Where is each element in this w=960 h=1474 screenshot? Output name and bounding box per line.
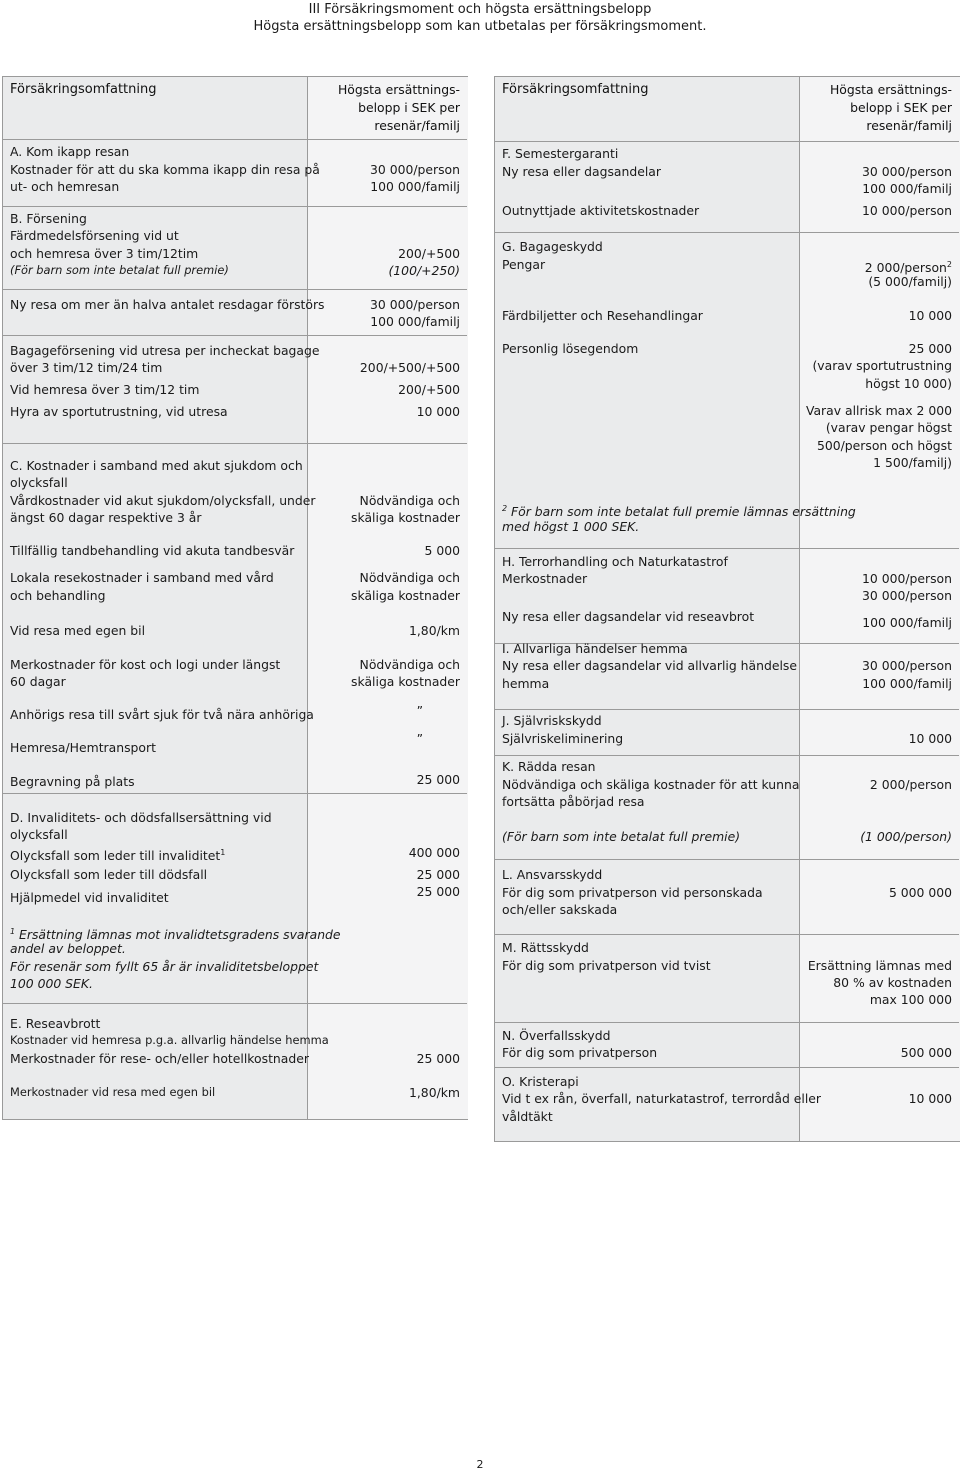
section-i-text-1: Ny resa eller dagsandelar vid allvarlig händelse	[502, 658, 797, 673]
section-c-row3-text-2: och behandling	[10, 588, 106, 603]
section-d-footnote-text: Ersättning lämnas mot invalidtetsgradens svarande	[15, 927, 341, 943]
section-m-title: M. Rättsskydd	[502, 940, 589, 955]
section-c-row6-text: Anhörigs resa till svårt sjuk för två nära anhöriga	[10, 707, 314, 722]
section-m-val-3: max 100 000	[869, 992, 952, 1007]
section-d-footnote-4: 100 000 SEK.	[10, 976, 93, 991]
section-b-row3-text-1: Bagageförsening vid utresa per incheckat bagage	[10, 343, 320, 358]
section-j-val: 10 000	[908, 731, 952, 746]
section-g-row3-val-3: högst 10 000)	[865, 376, 952, 391]
section-c-row8-val: 25 000	[416, 772, 460, 787]
section-d-row2-val: 25 000	[416, 867, 460, 882]
section-g-row1-val-2: (5 000/familj)	[868, 274, 952, 289]
section-e-row3-val: 1,80/km	[408, 1085, 460, 1100]
section-k-text-2: fortsätta påbörjad resa	[502, 794, 645, 809]
section-g-footnote-text: För barn som inte betalat full premie lämnas ersättning	[507, 504, 856, 520]
section-e-row2-text: Merkostnader för rese- och/eller hotellkostnader	[10, 1051, 309, 1066]
section-d-row1-sup: 1	[220, 848, 226, 857]
right-col-head: Försäkringsomfattning	[502, 82, 649, 97]
header-line-2: Högsta ersättningsbelopp som kan utbetalas per försäkringsmoment.	[253, 19, 707, 34]
section-g-footnote-sup: 2	[502, 504, 508, 513]
section-g-row3-val-1: 25 000	[908, 341, 952, 356]
section-o-val: 10 000	[908, 1091, 952, 1106]
section-c-row4-val: 1,80/km	[408, 623, 460, 638]
section-c-row8-text: Begravning på plats	[10, 774, 135, 789]
right-val-head-1: Högsta ersättnings-	[829, 82, 952, 97]
left-val-head-3: resenär/familj	[374, 118, 460, 133]
section-c-row5-val-2: skäliga kostnader	[351, 674, 460, 689]
section-c-row1-val-2: skäliga kostnader	[351, 510, 460, 525]
left-val-head-2: belopp i SEK per	[358, 100, 460, 115]
section-d-row1-text	[10, 844, 225, 865]
section-i-val-1: 30 000/person	[861, 658, 952, 673]
section-b-row2-val-2: 100 000/familj	[370, 314, 460, 329]
section-d-row1-val: 400 000	[408, 845, 460, 860]
section-c-row7-val: ”	[416, 731, 423, 746]
right-val-head-3: resenär/familj	[866, 118, 952, 133]
section-c-row5-val-1: Nödvändiga och	[359, 657, 460, 672]
section-e-row2-val: 25 000	[416, 1051, 460, 1066]
section-g-row1-amount: 2 000/person	[864, 260, 947, 276]
section-b-title: B. Försening	[10, 211, 87, 226]
section-o-title: O. Kristerapi	[502, 1074, 579, 1089]
section-c-row7-text: Hemresa/Hemtransport	[10, 740, 156, 755]
section-d-row1-label: Olycksfall som leder till invaliditet	[10, 848, 221, 864]
section-e-row3-text: Merkostnader vid resa med egen bil	[10, 1085, 216, 1099]
section-a-val-1: 30 000/person	[369, 162, 460, 177]
section-h-row1-val-2: 30 000/person	[861, 588, 952, 603]
section-c-row2-text: Tillfällig tandbehandling vid akuta tandbesvär	[10, 543, 295, 558]
section-b-text-1: Färdmedelsförsening vid ut	[10, 228, 179, 243]
section-l-val: 5 000 000	[888, 885, 952, 900]
section-c-row3-val-2: skäliga kostnader	[351, 588, 460, 603]
section-c-row1-text-2: ängst 60 dagar respektive 3 år	[10, 510, 202, 525]
section-h-row2-val: 100 000/familj	[862, 615, 952, 630]
section-g-row3-val-2: (varav sportutrustning	[812, 358, 952, 373]
section-g-row3-val-5: (varav pengar högst	[825, 420, 952, 435]
section-i-title: I. Allvarliga händelser hemma	[502, 641, 688, 656]
section-k-text-1: Nödvändiga och skäliga kostnader för att kunna	[502, 777, 800, 792]
section-b-val-1: 200/+500	[398, 246, 460, 261]
section-g-row2-text: Färdbiljetter och Resehandlingar	[502, 308, 703, 323]
section-c-row4-text: Vid resa med egen bil	[10, 623, 146, 638]
section-b-row4-text: Vid hemresa över 3 tim/12 tim	[10, 382, 200, 397]
section-k-note-val: (1 000/person)	[860, 829, 952, 844]
section-b-row5-val: 10 000	[416, 404, 460, 419]
header-line-1: III Försäkringsmoment och högsta ersättningsbelopp	[308, 2, 652, 17]
section-f-row2-text: Outnyttjade aktivitetskostnader	[502, 203, 700, 218]
section-a-val-2: 100 000/familj	[370, 179, 460, 194]
section-g-footnote-2: med högst 1 000 SEK.	[502, 519, 640, 534]
section-j-title: J. Självriskskydd	[502, 713, 602, 728]
section-c-row1-text-1: Vårdkostnader vid akut sjukdom/olycksfall, under	[10, 493, 316, 508]
section-m-val-1: Ersättning lämnas med	[807, 958, 952, 973]
section-j-text: Självriskeliminering	[502, 731, 624, 746]
section-g-row3-val-7: 1 500/familj)	[873, 455, 952, 470]
section-d-title-2: olycksfall	[10, 827, 68, 842]
left-val-head-1: Högsta ersättnings-	[337, 82, 460, 97]
section-k-note: (För barn som inte betalat full premie)	[502, 829, 741, 844]
section-d-title-1: D. Invaliditets- och dödsfallsersättning vid	[10, 810, 272, 825]
section-f-row1-val-2: 100 000/familj	[862, 181, 952, 196]
section-c-title-1: C. Kostnader i samband med akut sjukdom och	[10, 458, 303, 473]
section-m-text: För dig som privatperson vid tvist	[502, 958, 711, 973]
section-g-row1-text: Pengar	[502, 257, 546, 272]
left-col-head: Försäkringsomfattning	[10, 82, 157, 97]
section-g-row3-text: Personlig lösegendom	[502, 341, 639, 356]
section-b-row5-text: Hyra av sportutrustning, vid utresa	[10, 404, 228, 419]
section-i-text-2: hemma	[502, 676, 550, 691]
section-h-title: H. Terrorhandling och Naturkatastrof	[502, 554, 728, 569]
section-e-row1-text: Kostnader vid hemresa p.g.a. allvarlig händelse hemma	[10, 1033, 329, 1047]
section-i-val-2: 100 000/familj	[862, 676, 952, 691]
section-e-title: E. Reseavbrott	[10, 1016, 101, 1031]
section-c-title-2: olycksfall	[10, 475, 68, 490]
section-a-text-1: Kostnader för att du ska komma ikapp din resa på	[10, 162, 320, 177]
section-g-row1-sup: 2	[946, 260, 952, 269]
section-b-text-2: och hemresa över 3 tim/12tim	[10, 246, 199, 261]
section-h-row2-text: Ny resa eller dagsandelar vid reseavbrot	[502, 609, 755, 624]
section-d-row3-val: 25 000	[416, 884, 460, 899]
section-c-row5-text-1: Merkostnader för kost och logi under längst	[10, 657, 281, 672]
section-c-row3-val-1: Nödvändiga och	[359, 570, 460, 585]
section-b-val-2: (100/+250)	[388, 263, 460, 278]
section-d-footnote-sup: 1	[10, 927, 16, 936]
section-k-val: 2 000/person	[869, 777, 952, 792]
section-n-text: För dig som privatperson	[502, 1045, 658, 1060]
section-c-row3-text-1: Lokala resekostnader i samband med vård	[10, 570, 274, 585]
section-b-row3-val: 200/+500/+500	[359, 360, 460, 375]
section-c-row5-text-2: 60 dagar	[10, 674, 66, 689]
section-f-row2-val: 10 000/person	[861, 203, 952, 218]
section-k-title: K. Rädda resan	[502, 759, 596, 774]
section-f-row1-val-1: 30 000/person	[861, 164, 952, 179]
section-l-text-1: För dig som privatperson vid personskada	[502, 885, 763, 900]
section-c-row1-val-1: Nödvändiga och	[359, 493, 460, 508]
section-g-title: G. Bagageskydd	[502, 239, 603, 254]
section-g-row3-val-4: Varav allrisk max 2 000	[805, 403, 952, 418]
section-d-row3-text: Hjälpmedel vid invaliditet	[10, 890, 169, 905]
section-l-text-2: och/eller sakskada	[502, 902, 618, 917]
section-b-row2-text: Ny resa om mer än halva antalet resdagar förstörs	[10, 297, 325, 312]
section-b-row4-val: 200/+500	[398, 382, 460, 397]
section-g-row3-val-6: 500/person och högst	[816, 438, 952, 453]
section-a-text-2: ut- och hemresan	[10, 179, 120, 194]
section-l-title: L. Ansvarsskydd	[502, 867, 603, 882]
section-f-title: F. Semestergaranti	[502, 146, 619, 161]
section-c-row6-val: ”	[416, 703, 423, 718]
section-b-row3-text-2: över 3 tim/12 tim/24 tim	[10, 360, 163, 375]
section-o-text-2: våldtäkt	[502, 1109, 553, 1124]
page-number: 2	[476, 1458, 484, 1471]
section-b-note: (För barn som inte betalat full premie)	[10, 263, 229, 277]
section-d-row2-text: Olycksfall som leder till dödsfall	[10, 867, 208, 882]
section-g-row2-val: 10 000	[908, 308, 952, 323]
section-n-val: 500 000	[900, 1045, 952, 1060]
section-n-title: N. Överfallsskydd	[502, 1028, 611, 1043]
section-c-row2-val: 5 000	[424, 543, 460, 558]
right-val-head-2: belopp i SEK per	[850, 100, 952, 115]
section-o-text-1: Vid t ex rån, överfall, naturkatastrof, terrordåd eller	[502, 1091, 822, 1106]
section-d-footnote-3: För resenär som fyllt 65 år är invaliditetsbeloppet	[10, 959, 319, 974]
section-d-footnote-2: andel av beloppet.	[10, 941, 126, 956]
section-h-row1-text: Merkostnader	[502, 571, 588, 586]
section-b-row2-val-1: 30 000/person	[369, 297, 460, 312]
section-m-val-2: 80 % av kostnaden	[833, 975, 952, 990]
section-f-row1-text: Ny resa eller dagsandelar	[502, 164, 661, 179]
section-a-title: A. Kom ikapp resan	[10, 144, 130, 159]
section-h-row1-val-1: 10 000/person	[861, 571, 952, 586]
